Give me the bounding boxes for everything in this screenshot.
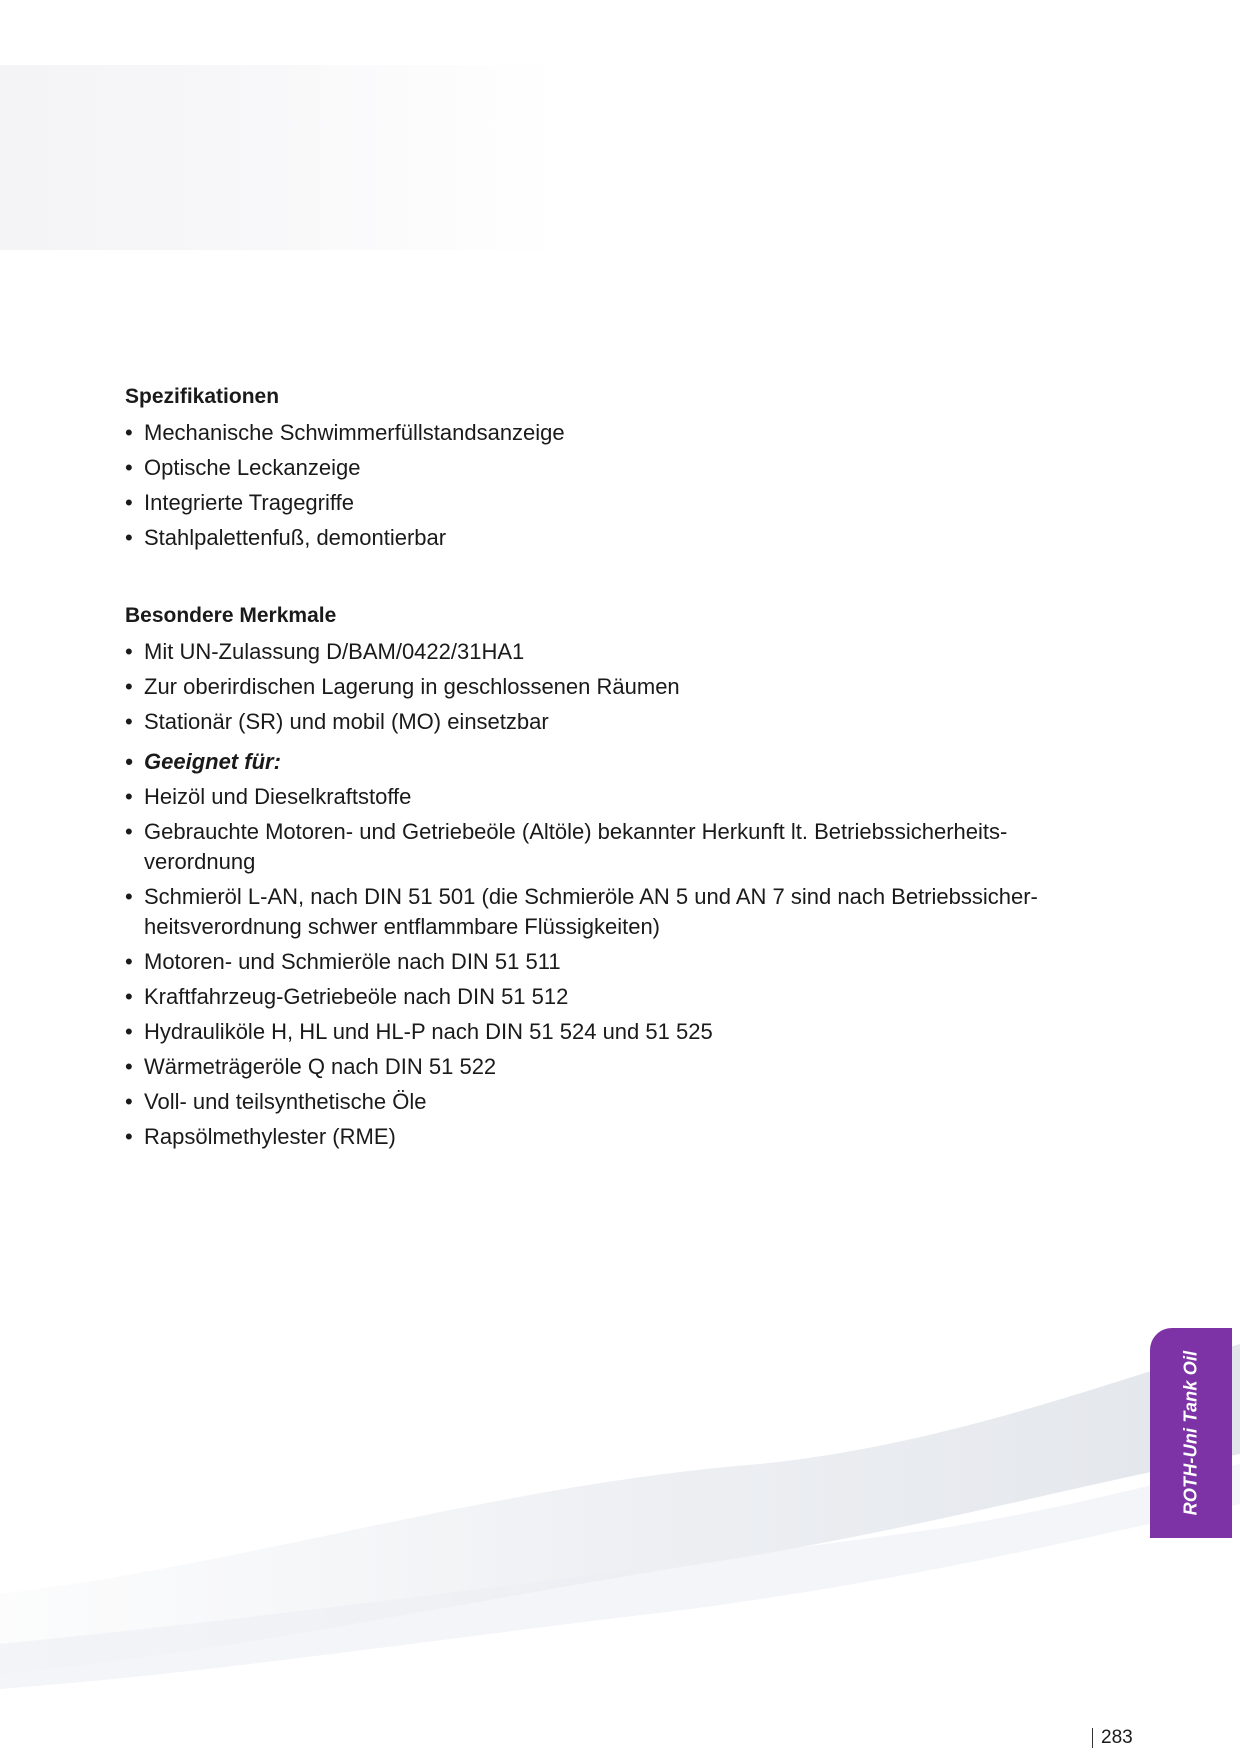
list-item: • Heizöl und Dieselkraftstoffe — [125, 782, 1075, 812]
list-item: • Hydrauliköle H, HL und HL-P nach DIN 51 524 und 51 525 — [125, 1017, 1075, 1047]
besondere-merkmale-heading: Besondere Merkmale — [125, 604, 337, 627]
header-background-fade — [0, 65, 560, 250]
list-item: • Stahlpalettenfuß, demontierbar — [125, 523, 1075, 553]
background-water-swoosh — [0, 1234, 1240, 1694]
list-item: • Mechanische Schwimmerfüllstandsanzeige — [125, 418, 1075, 448]
spezifikationen-list — [125, 418, 1075, 553]
chapter-side-tab — [1150, 1328, 1232, 1538]
list-item: • Schmieröl L-AN, nach DIN 51 501 (die Schmieröle AN 5 und AN 7 sind nach Betriebssicher-heitsverordnung schwer entflammbare Flüssigkeiten) — [125, 882, 1075, 942]
list-item: • Kraftfahrzeug-Getriebeöle nach DIN 51 512 — [125, 982, 1075, 1012]
list-item: • Voll- und teilsynthetische Öle — [125, 1087, 1075, 1117]
chapter-side-tab-label: ROTH-Uni Tank Oil — [1180, 1350, 1201, 1516]
list-item: • Gebrauchte Motoren- und Getriebeöle (Altöle) bekannter Herkunft lt. Betriebssicherheits-verordnung — [125, 817, 1075, 877]
document-content — [125, 383, 1075, 1157]
list-item: • Rapsölmethylester (RME) — [125, 1122, 1075, 1152]
page-number: 283 — [1092, 1728, 1133, 1748]
list-item: • Wärmeträgeröle Q nach DIN 51 522 — [125, 1052, 1075, 1082]
list-item: • Mit UN-Zulassung D/BAM/0422/31HA1 — [125, 637, 1075, 667]
list-item: • Integrierte Tragegriffe — [125, 488, 1075, 518]
geeignet-fuer-label: • Geeignet für: — [125, 747, 1075, 777]
besondere-merkmale-list — [125, 637, 1075, 1152]
list-item: • Stationär (SR) und mobil (MO) einsetzbar — [125, 707, 1075, 737]
list-item: • Zur oberirdischen Lagerung in geschlossenen Räumen — [125, 672, 1075, 702]
list-item: • Optische Leckanzeige — [125, 453, 1075, 483]
list-item: • Motoren- und Schmieröle nach DIN 51 511 — [125, 947, 1075, 977]
spezifikationen-heading: Spezifikationen — [125, 385, 280, 408]
